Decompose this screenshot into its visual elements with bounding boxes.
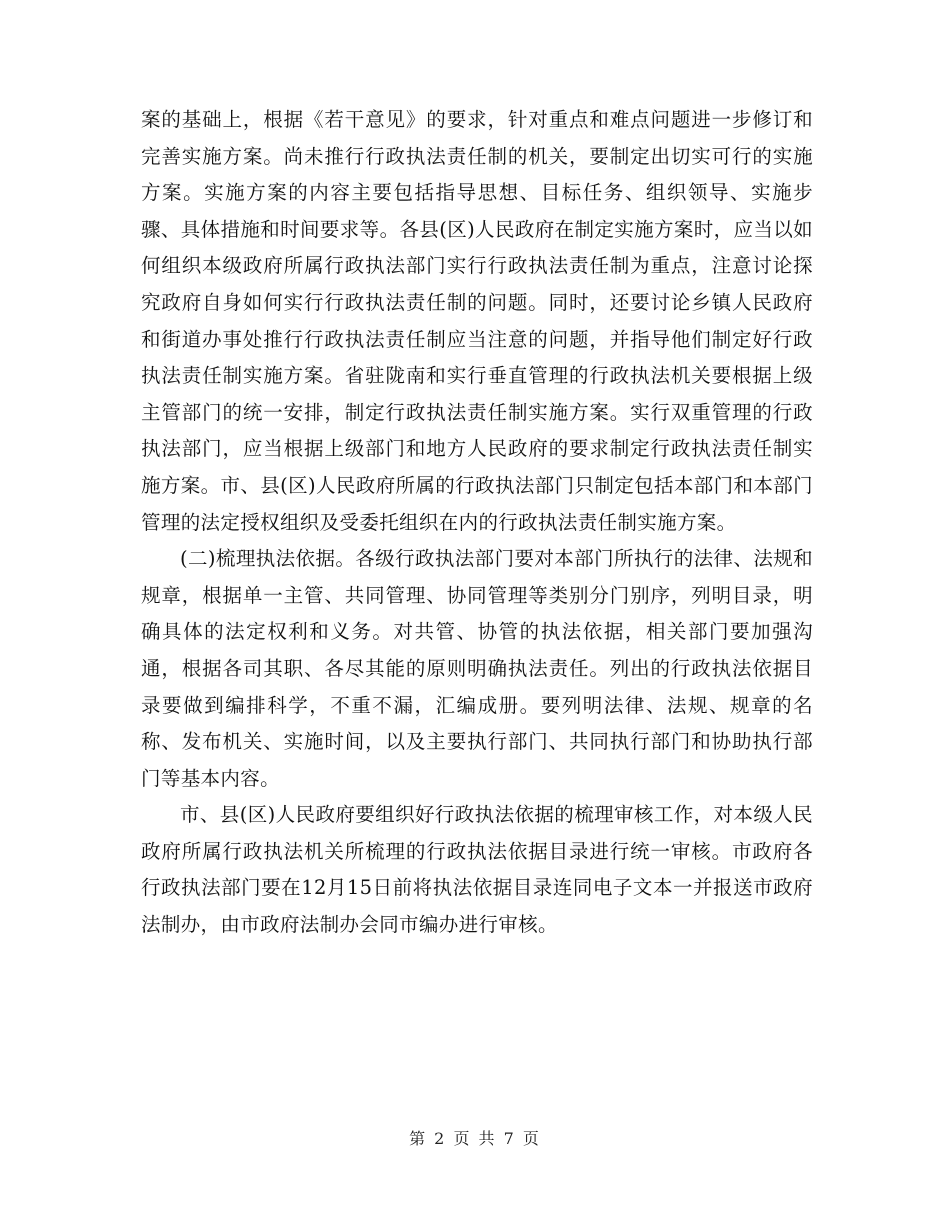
document-body: [141, 102, 813, 944]
page-number-footer: 第 2 页 共 7 页: [409, 1129, 541, 1148]
paragraph-section-two: (二)梳理执法依据。各级行政执法部门要对本部门所执行的法律、法规和规章，根据单一主管、共同管理、协同管理等类别分门别序，列明目录，明确具体的法定权利和义务。对共管、协管的执法依据，相关部门要加强沟通，根据各司其职、各尽其能的原则明确执法责任。列出的行政执法依据目录要做到编排科学，不重不漏，汇编成册。要列明法律、法规、规章的名称、发布机关、实施时间，以及主要执行部门、共同执行部门和协助执行部门等基本内容。: [141, 547, 813, 790]
paragraph-review: 市、县(区)人民政府要组织好行政执法依据的梳理审核工作，对本级人民政府所属行政执法机关所梳理的行政执法依据目录进行统一审核。市政府各行政执法部门要在12月15日前将执法依据目录连同电子文本一并报送市政府法制办，由市政府法制办会同市编办进行审核。: [141, 803, 813, 937]
paragraph-continuation: 案的基础上，根据《若干意见》的要求，针对重点和难点问题进一步修订和完善实施方案。尚未推行行政执法责任制的机关，要制定出切实可行的实施方案。实施方案的内容主要包括指导思想、目标任务、组织领导、实施步骤、具体措施和时间要求等。各县(区)人民政府在制定实施方案时，应当以如何组织本级政府所属行政执法部门实行行政执法责任制为重点，注意讨论探究政府自身如何实行行政执法责任制的问题。同时，还要讨论乡镇人民政府和街道办事处推行行政执法责任制应当注意的问题，并指导他们制定好行政执法责任制实施方案。省驻陇南和实行垂直管理的行政执法机关要根据上级主管部门的统一安排，制定行政执法责任制实施方案。实行双重管理的行政执法部门，应当根据上级部门和地方人民政府的要求制定行政执法责任制实施方案。市、县(区)人民政府所属的行政执法部门只制定包括本部门和本部门管理的法定授权组织及受委托组织在内的行政执法责任制实施方案。: [141, 108, 813, 534]
